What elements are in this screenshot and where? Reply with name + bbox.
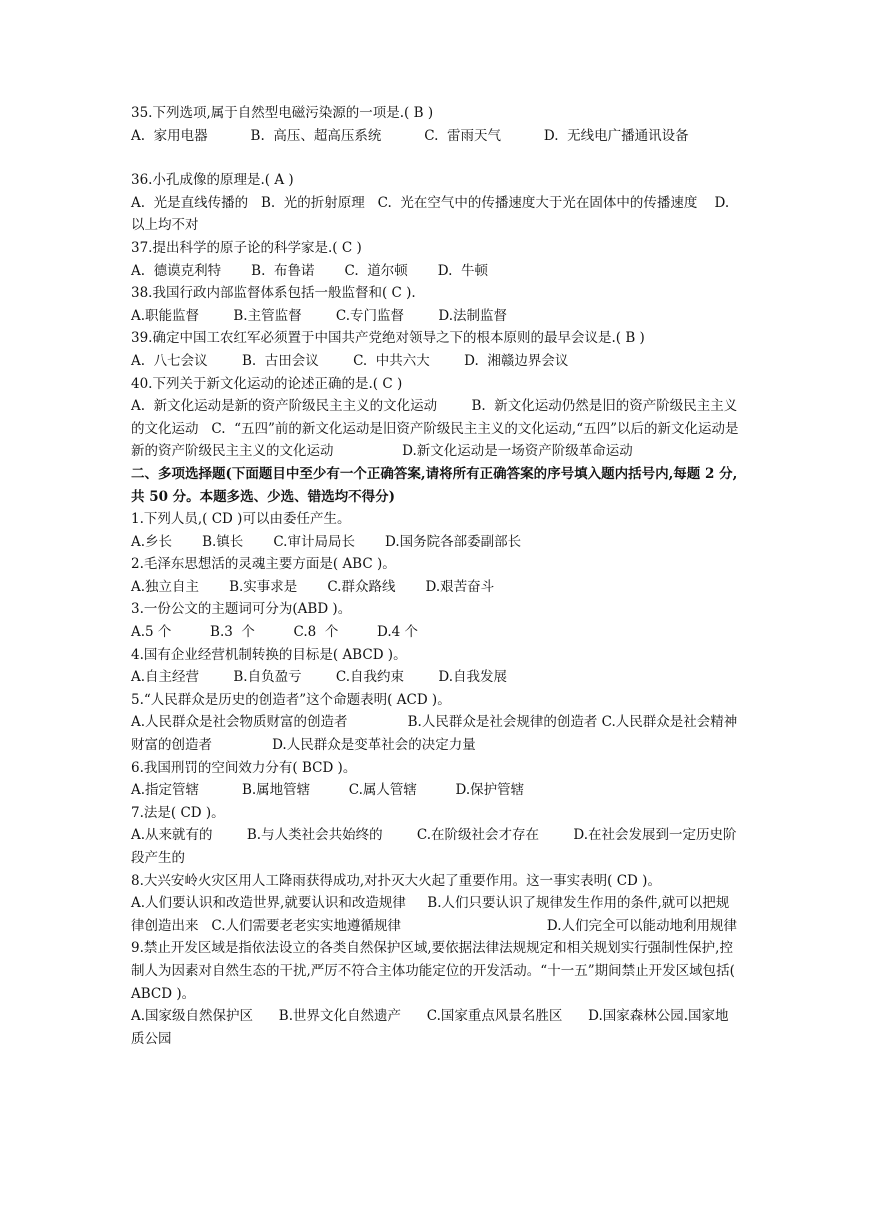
mc-question-4: 4.国有企业经营机制转换的目标是( ABCD )。: [131, 646, 407, 663]
multiple-choice-section: [131, 508, 739, 1050]
mc-question-7: 7.法是( CD )。: [131, 804, 225, 821]
mc-options-6: A.指定管辖 B.属地管辖 C.属人管辖 D.保护管辖: [131, 782, 525, 799]
question-40: 40.下列关于新文化运动的论述正确的是.( C ): [131, 375, 403, 392]
mc-question-5: 5.“人民群众是历史的创造者”这个命题表明( ACD )。: [131, 691, 451, 708]
mc-question-2: 2.毛泽东思想活的灵魂主要方面是( ABC )。: [131, 556, 396, 573]
mc-question-9: 9.禁止开发区域是指依法设立的各类自然保护区域,要依据法律法规规定和相关规划实行强制性保护,控制人为因素对自然生态的干扰,严厉不符合主体功能定位的开发活动。“十一五”期间禁止开发区域包括( ABCD )。: [131, 940, 740, 1002]
question-36: 36.小孔成像的原理是.( A ): [131, 172, 294, 189]
mc-options-8: A.人们要认识和改造世界,就要认识和改造规律 B.人们只要认识了规律发生作用的条件,就可以把规律创造出来 C.人们需要老老实实地遵循规律 D.人们完全可以能动地利用规律: [131, 895, 738, 934]
question-38: 38.我国行政内部监督体系包括一般监督和( C ).: [131, 285, 416, 302]
options-35: A. 家用电器 B. 高压、超高压系统 C. 雷雨天气 D. 无线电广播通讯设备: [131, 127, 689, 144]
mc-question-3: 3.一份公文的主题词可分为(ABD )。: [131, 601, 352, 618]
mc-question-8: 8.大兴安岭火灾区用人工降雨获得成功,对扑灭大火起了重要作用。这一事实表明( CD )。: [131, 872, 661, 889]
document-page: [131, 102, 739, 1050]
question-37: 37.提出科学的原子论的科学家是.( C ): [131, 239, 362, 256]
mc-question-6: 6.我国刑罚的空间效力分有( BCD )。: [131, 759, 357, 776]
options-39: A. 八七会议 B. 古田会议 C. 中共六大 D. 湘赣边界会议: [131, 352, 569, 369]
mc-options-2: A.独立自主 B.实事求是 C.群众路线 D.艰苦奋斗: [131, 578, 495, 595]
options-37: A. 德谟克利特 B. 布鲁诺 C. 道尔顿 D. 牛顿: [131, 262, 488, 279]
mc-options-1: A.乡长 B.镇长 C.审计局局长 D.国务院各部委副部长: [131, 533, 522, 550]
mc-options-5: A.人民群众是社会物质财富的创造者 B.人民群众是社会规律的创造者 C.人民群众是社会精神财富的创造者 D.人民群众是变革社会的决定力量: [131, 714, 738, 754]
options-40: A. 新文化运动是新的资产阶级民主主义的文化运动 B. 新文化运动仍然是旧的资产阶级民主主义的文化运动 C. “五四”前的新文化运动是旧资产阶级民主主义的文化运动,“五四”以后的新文化运动是新的资产阶级民主主义的文化运动 D.新文化运动是一场资产阶级革命运动: [131, 398, 739, 460]
single-choice-section: [131, 102, 739, 463]
options-36: A. 光是直线传播的 B. 光的折射原理 C. 光在空气中的传播速度大于光在固体中的传播速度 D. 以上均不对: [131, 194, 738, 234]
section-heading: 二、多项选择题(下面题目中至少有一个正确答案,请将所有正确答案的序号填入题内括号内,每题 2 分,共 50 分。本题多选、少选、错选均不得分): [131, 465, 738, 505]
mc-options-7: A.从来就有的 B.与人类社会共始终的 C.在阶级社会才存在 D.在社会发展到一定历史阶段产生的: [131, 827, 737, 866]
mc-options-4: A.自主经营 B.自负盈亏 C.自我约束 D.自我发展: [131, 669, 508, 686]
mc-options-9: A.国家级自然保护区 B.世界文化自然遗产 C.国家重点风景名胜区 D.国家森林公园.国家地质公园: [131, 1008, 729, 1047]
mc-question-1: 1.下列人员,( CD )可以由委任产生。: [131, 511, 351, 528]
question-39: 39.确定中国工农红军必须置于中国共产党绝对领导之下的根本原则的最早会议是.( B ): [131, 330, 645, 347]
question-35: 35.下列选项,属于自然型电磁污染源的一项是.( B ): [131, 105, 434, 121]
blank-line: [131, 147, 739, 169]
mc-options-3: A.5 个 B.3 个 C.8 个 D.4 个: [131, 624, 418, 641]
options-38: A.职能监督 B.主管监督 C.专门监督 D.法制监督: [131, 307, 508, 324]
